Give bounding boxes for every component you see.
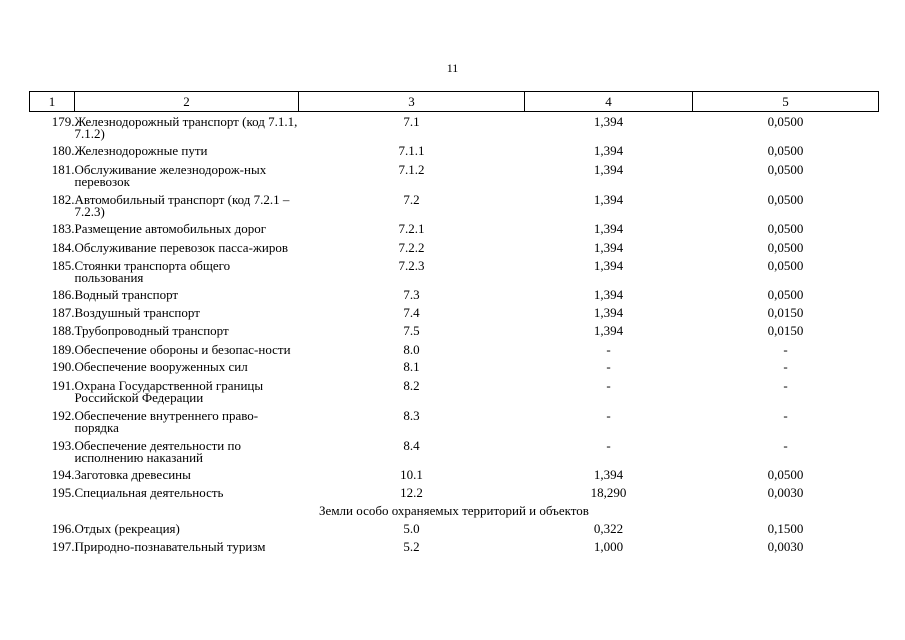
row-number: 196. — [51, 521, 75, 536]
row-number: 188. — [51, 323, 75, 338]
land-use-name: Воздушный транспорт — [74, 305, 200, 320]
rate-value: 0,0030 — [767, 485, 804, 500]
table-row — [30, 112, 879, 143]
land-use-name: Обслуживание железнодорож-ных перевозок — [74, 162, 267, 189]
table-row — [30, 376, 879, 406]
row-number: 189. — [51, 342, 75, 357]
row-number: 183. — [51, 221, 75, 236]
classifier-code: 7.2.3 — [398, 258, 425, 273]
coefficient-value: - — [606, 342, 611, 357]
classifier-code: 12.2 — [400, 485, 423, 500]
classifier-code: 7.4 — [403, 305, 420, 320]
table-row — [30, 256, 879, 286]
classifier-code: 7.2.2 — [398, 240, 425, 255]
land-use-name: Железнодорожный транспорт (код 7.1.1, 7.1.2) — [74, 114, 298, 141]
rate-value: - — [783, 378, 788, 393]
coefficient-value: - — [606, 359, 611, 374]
land-use-name: Трубопроводный транспорт — [74, 323, 229, 338]
header-col-2: 2 — [75, 92, 299, 112]
row-number: 192. — [51, 408, 75, 423]
rate-value: - — [783, 438, 788, 453]
land-use-name: Заготовка древесины — [74, 467, 191, 482]
table-row — [30, 484, 879, 502]
table-row — [30, 220, 879, 238]
coefficient-value: - — [606, 378, 611, 393]
classifier-code: 5.0 — [403, 521, 420, 536]
classifier-code: 7.2 — [403, 192, 420, 207]
table-row — [30, 520, 879, 538]
coefficient-value: - — [606, 438, 611, 453]
row-number: 181. — [51, 162, 75, 177]
coefficient-value: - — [606, 408, 611, 423]
section-heading: Земли особо охраняемых территорий и объектов — [319, 503, 589, 518]
table-row — [30, 538, 879, 556]
table-row — [30, 160, 879, 190]
land-use-name: Железнодорожные пути — [74, 143, 208, 158]
rate-value: 0,0500 — [767, 192, 804, 207]
row-number: 187. — [51, 305, 75, 320]
classifier-code: 8.2 — [403, 378, 420, 393]
table-row — [30, 322, 879, 340]
rate-value: - — [783, 408, 788, 423]
rate-value: 0,0150 — [767, 323, 804, 338]
header-row — [30, 92, 879, 112]
rate-value: 0,0500 — [767, 258, 804, 273]
row-number: 194. — [51, 467, 75, 482]
classifier-code: 8.4 — [403, 438, 420, 453]
rate-value: 0,0500 — [767, 287, 804, 302]
row-number: 180. — [51, 143, 75, 158]
table-row — [30, 340, 879, 358]
table-row — [30, 358, 879, 376]
rate-value: 0,0500 — [767, 162, 804, 177]
land-use-name: Обслуживание перевозок пасса-жиров — [74, 240, 288, 255]
classifier-code: 8.1 — [403, 359, 420, 374]
rate-value: 0,0150 — [767, 305, 804, 320]
table-row — [30, 286, 879, 304]
table-row — [30, 406, 879, 436]
table-row — [30, 466, 879, 484]
row-number: 179. — [51, 114, 75, 129]
row-number: 195. — [51, 485, 75, 500]
classifier-code: 7.1 — [403, 114, 420, 129]
rate-value: - — [783, 342, 788, 357]
row-number: 190. — [51, 359, 75, 374]
table-row — [30, 238, 879, 256]
land-use-name: Обеспечение вооруженных сил — [74, 359, 248, 374]
header-col-3: 3 — [299, 92, 525, 112]
header-col-5: 5 — [693, 92, 879, 112]
coefficient-value: 1,394 — [593, 143, 624, 158]
land-use-name: Обеспечение обороны и безопас-ности — [74, 342, 291, 357]
row-number: 185. — [51, 258, 75, 273]
coefficient-value: 1,394 — [593, 162, 624, 177]
rate-value: 0,1500 — [767, 521, 804, 536]
header-col-1: 1 — [30, 92, 75, 112]
land-use-name: Природно-познавательный туризм — [74, 539, 266, 554]
classifier-code: 7.3 — [403, 287, 420, 302]
land-use-name: Водный транспорт — [74, 287, 179, 302]
classifier-code: 7.2.1 — [398, 221, 425, 236]
classifier-code: 5.2 — [403, 539, 420, 554]
rate-value: 0,0030 — [767, 539, 804, 554]
table-row — [30, 304, 879, 322]
coefficient-value: 1,000 — [593, 539, 624, 554]
land-use-name: Отдых (рекреация) — [74, 521, 180, 536]
land-use-name: Обеспечение внутреннего право-порядка — [74, 408, 259, 435]
section-row — [30, 502, 879, 520]
page-number: 11 — [446, 61, 459, 75]
rate-value: 0,0500 — [767, 221, 804, 236]
table-row — [30, 190, 879, 220]
header-col-4: 4 — [525, 92, 693, 112]
coefficient-value: 1,394 — [593, 323, 624, 338]
coefficient-value: 1,394 — [593, 305, 624, 320]
table-header — [30, 92, 879, 112]
coefficient-value: 1,394 — [593, 467, 624, 482]
classifier-code: 10.1 — [400, 467, 423, 482]
classifier-code: 8.0 — [403, 342, 420, 357]
coefficient-value: 1,394 — [593, 240, 624, 255]
land-use-name: Размещение автомобильных дорог — [74, 221, 267, 236]
coefficient-value: 1,394 — [593, 114, 624, 129]
table-body — [30, 112, 879, 557]
coefficient-value: 1,394 — [593, 192, 624, 207]
classifier-code: 7.1.2 — [398, 162, 425, 177]
coefficient-value: 1,394 — [593, 287, 624, 302]
land-use-name: Обеспечение деятельности по исполнению наказаний — [74, 438, 241, 465]
land-use-name: Автомобильный транспорт (код 7.2.1 – 7.2.3) — [74, 192, 290, 219]
coefficient-value: 1,394 — [593, 221, 624, 236]
rate-value: 0,0500 — [767, 143, 804, 158]
land-use-name: Специальная деятельность — [74, 485, 224, 500]
classifier-code: 8.3 — [403, 408, 420, 423]
table-row — [30, 436, 879, 466]
land-use-name: Охрана Государственной границы Российской Федерации — [74, 378, 264, 405]
row-number: 184. — [51, 240, 75, 255]
rate-value: - — [783, 359, 788, 374]
land-use-name: Стоянки транспорта общего пользования — [74, 258, 231, 285]
row-number: 197. — [51, 539, 75, 554]
rate-value: 0,0500 — [767, 114, 804, 129]
classifier-code: 7.5 — [403, 323, 420, 338]
table-row — [30, 142, 879, 160]
rate-value: 0,0500 — [767, 240, 804, 255]
coefficient-value: 0,322 — [593, 521, 624, 536]
coefficient-value: 18,290 — [590, 485, 627, 500]
classifier-code: 7.1.1 — [398, 143, 425, 158]
row-number: 182. — [51, 192, 75, 207]
row-number: 193. — [51, 438, 75, 453]
row-number: 191. — [51, 378, 75, 393]
row-number: 186. — [51, 287, 75, 302]
land-use-rates-table — [29, 91, 879, 556]
coefficient-value: 1,394 — [593, 258, 624, 273]
rate-value: 0,0500 — [767, 467, 804, 482]
